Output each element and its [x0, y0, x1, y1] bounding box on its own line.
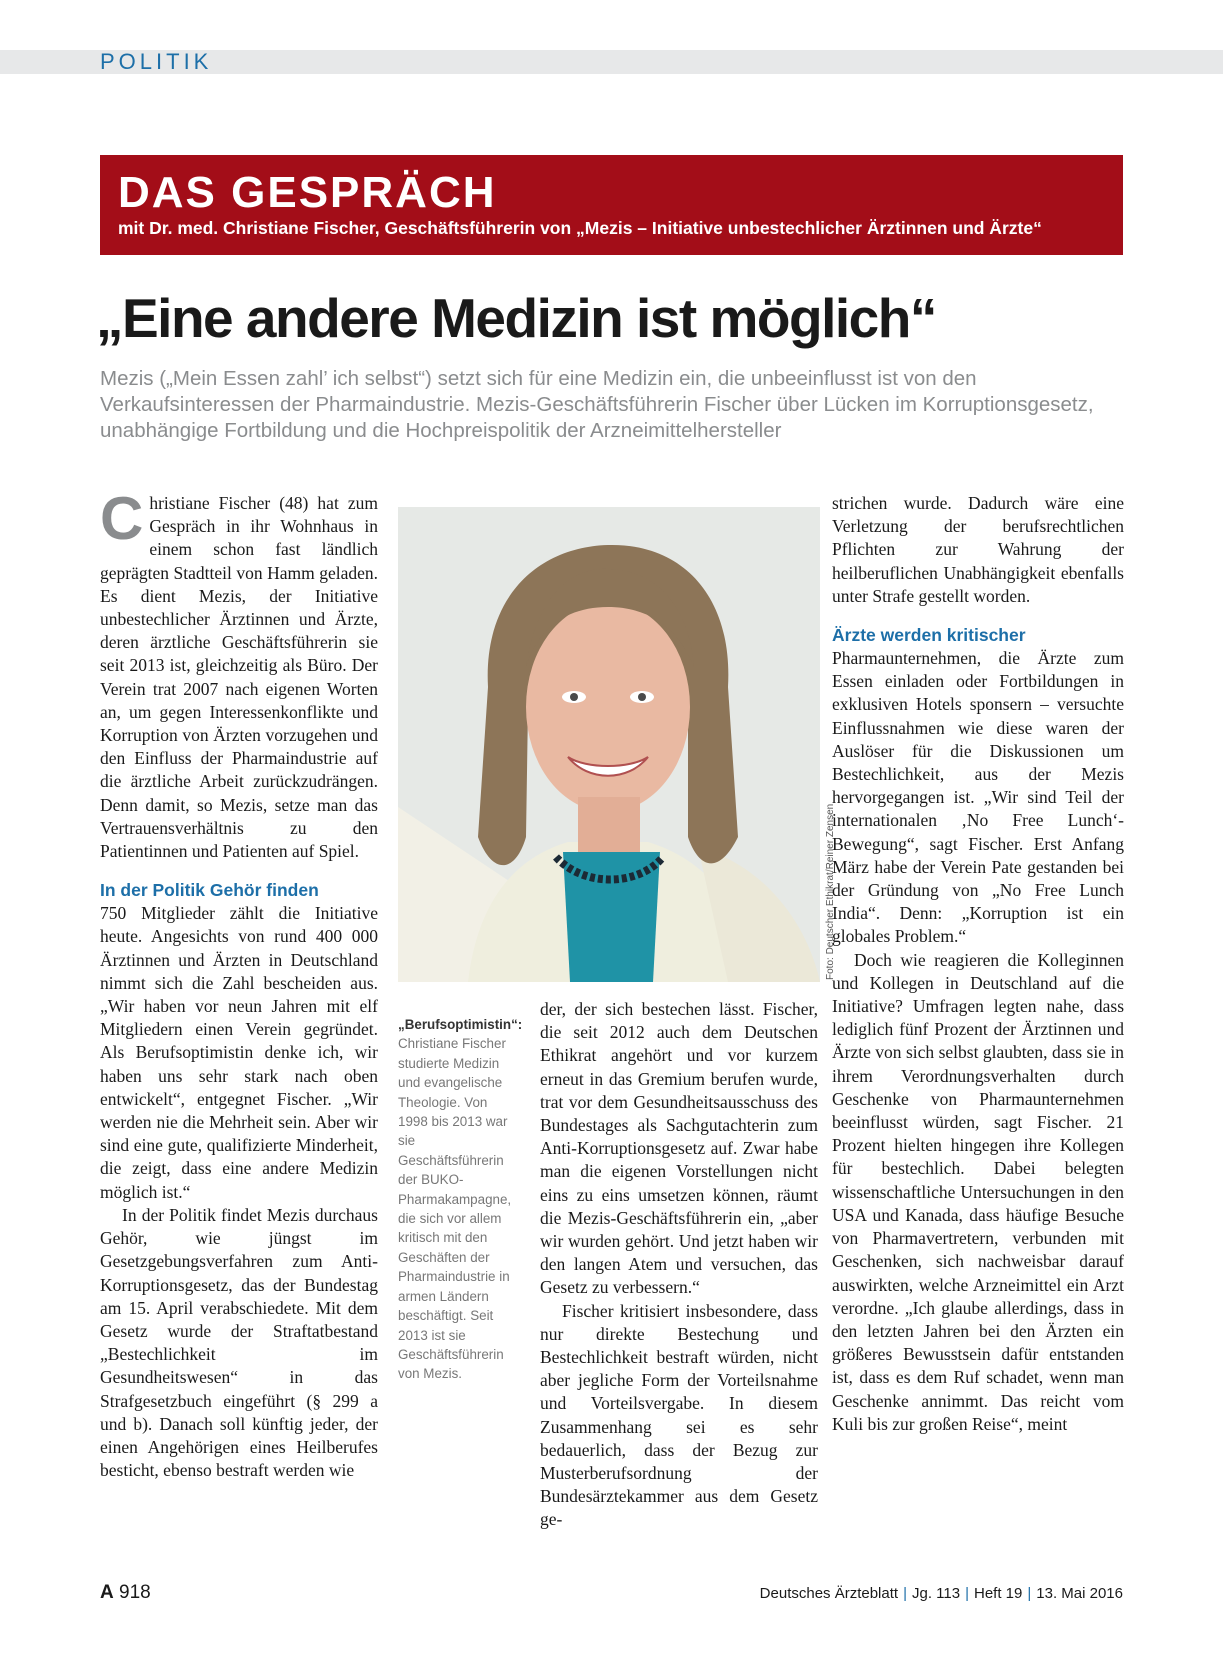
- paragraph: 750 Mitglieder zählt die Initiative heute. Angesichts von rund 400 000 Ärztinnen und Ärzten in Deutschland nimmt sich die Zahl bescheiden aus. „Wir haben vor neun Jahren mit elf Mitgliedern einen Verein gegründet. Als Berufsoptimistin denke ich, wir haben uns sehr stark nach oben entwickelt“, entgegnet Fischer. „Wir werden nie die Mehrheit sein. Aber wir sind eine gute, qualifizierte Minderheit, die zeigt, dass eine andere Medizin möglich ist.“: [100, 903, 378, 1202]
- paragraph: Fischer kritisiert insbesondere, dass nur direkte Bestechung und Bestechlichkeit bestraft würden, nicht aber jegliche Form der Vorteilsnahme und Vorteilsvergabe. In diesem Zusammenhang sei es sehr bedauerlich, dass der Bezug zur Musterberufsordnung der Bundesärztekammer aus dem Gesetz ge-: [540, 1300, 818, 1530]
- caption-lead: „Berufsoptimistin“:: [398, 1017, 523, 1032]
- banner-title: DAS GESPRÄCH: [118, 168, 497, 217]
- interview-banner: [100, 155, 1123, 255]
- article-headline: „Eine andere Medizin ist möglich“: [96, 287, 936, 349]
- paragraph: der, der sich bestechen lässt. Fischer, die seit 2012 auch dem Deutschen Ethikrat angehört und vor kurzem erneut in das Gremium berufen wurde, trat vor dem Gesundheitsausschuss des Bundestages als Sachgutachterin zum Anti-Korruptionsgesetz auf. Zwar habe man die eigenen Vorstellungen nicht eins zu eins umsetzen können, räumt die Mezis-Geschäftsführerin ein, „aber wir wurden gehört. Und jetzt haben wir den langen Atem und versuchen, das Gesetz zu verbessern.“: [540, 999, 818, 1298]
- column-1: [100, 485, 378, 1482]
- column-3: [832, 492, 1124, 1436]
- article-lede: Mezis („Mein Essen zahl’ ich selbst“) setzt sich für eine Medizin ein, die unbeeinflusst ist von den Verkaufsinteressen der Pharmaindustrie. Mezis-Geschäftsführerin Fischer über Lücken im Korruptionsgesetz, unabhängige Fortbildung und die Hochpreispolitik der Arzneimittelhersteller: [100, 367, 1094, 442]
- column-2: [540, 998, 818, 1532]
- journal-info: Deutsches Ärzteblatt | Jg. 113 | Heft 19 | 13. Mai 2016: [759, 1585, 1123, 1602]
- paragraph: hristiane Fischer (48) hat zum Gespräch in ihr Wohnhaus in einem schon fast ländlich geprägten Stadtteil von Hamm geladen. Es dient Mezis, der Initiative unbestechlicher Ärztinnen und Ärzte, deren ärztliche Geschäftsführerin sie seit 2013 ist, gleichzeitig als Büro. Der Verein trat 2007 nach eigenen Worten an, um gegen Interessenkonflikte und Korruption von Ärzten vorzugehen und den Einfluss der Pharmaindustrie auf die ärztliche Arbeit zurückzudrängen. Denn damit, so Mezis, setze man das Vertrauensverhältnis zu den Patientinnen und Patienten auf Spiel.: [100, 493, 378, 862]
- portrait-photo: [398, 507, 820, 982]
- paragraph: Doch wie reagieren die Kolleginnen und Kollegen in Deutschland auf die Initiative? Umfragen legten nahe, dass lediglich fünf Prozent der Ärztinnen und Ärzte von sich selbst glaubten, dass sie in ihrem Verordnungsverhalten durch Geschenke von Pharmaunternehmen beeinflusst würden, sagt Fischer. 21 Prozent hielten hingegen ihre Kollegen für bestechlich. Dabei belegten wissenschaftliche Untersuchungen in den USA und Kanada, dass häufige Besuche von Pharmavertretern, verbunden mit Geschenken, sich nachweisbar darauf auswirkten, welche Arzneimittel ein Arzt verordne. „Ich glaube allerdings, dass in den letzten Jahren bei den Ärzten ein größeres Bewusstsein dafür entstanden ist, dass es dem Ruf schadet, wenn man Geschenke annimmt. Das reicht vom Kuli bis zur großen Reise“, meint: [832, 949, 1124, 1434]
- journal-date: 13. Mai 2016: [1036, 1585, 1123, 1602]
- journal-name: Deutsches Ärzteblatt: [759, 1585, 899, 1602]
- journal-volume: Jg. 113: [911, 1585, 961, 1602]
- page-number: [100, 1582, 151, 1604]
- section-label: POLITIK: [100, 49, 213, 74]
- banner-subtitle: mit Dr. med. Christiane Fischer, Geschäftsführerin von „Mezis – Initiative unbestechlicher Ärztinnen und Ärzte“: [118, 218, 1042, 238]
- caption-text: Christiane Fischer studierte Medizin und evangelische Theologie. Von 1998 bis 2013 war sie Geschäftsführerin der BUKO-Pharmakampagne, die sich vor allem kritisch mit den Geschäften der Pharmaindustrie in armen Ländern beschäftigt. Seit 2013 ist sie Geschäftsführerin von Mezis.: [398, 1036, 512, 1382]
- subheading: In der Politik Gehör finden: [100, 880, 319, 901]
- paragraph: strichen wurde. Dadurch wäre eine Verletzung der berufsrechtlichen Pflichten zur Wahrung der heilberuflichen Unabhängigkeit ebenfalls unter Strafe gestellt worden.: [832, 493, 1124, 606]
- drop-cap: C: [100, 485, 144, 552]
- subheading: Ärzte werden kritischer: [832, 625, 1026, 646]
- photo-caption: [398, 1015, 523, 1384]
- paragraph: Pharmaunternehmen, die Ärzte zum Essen einladen oder Fortbildungen in exklusiven Hotels sponsern – versuchte Einflussnahmen wie diese waren der Auslöser für die Diskussionen um Bestechlichkeit, aus der Mezis hervorgegangen ist. „Wir sind Teil der internationalen ‚No Free Lunch‘-Bewegung“, sagt Fischer. Erst Anfang März habe der Verein Pate gestanden bei der Gründung von „No Free Lunch India“. Denn: „Korruption ist ein globales Problem.“: [832, 648, 1124, 947]
- journal-issue: Heft 19: [973, 1585, 1023, 1602]
- photo-credit: Foto: Deutscher Ethikrat/Reiner Zensen: [825, 803, 836, 980]
- page-number-value: 918: [119, 1582, 151, 1603]
- page-prefix: A: [100, 1582, 114, 1603]
- paragraph: In der Politik findet Mezis durchaus Gehör, wie jüngst im Gesetzgebungsverfahren zum Anti-Korruptionsgesetz, das der Bundestag am 15. April verabschiedete. Mit dem Gesetz wurde der Straftatbestand „Bestechlichkeit im Gesundheitswesen“ in das Strafgesetzbuch eingeführt (§ 299 a und b). Danach soll künftig jeder, der einen Angehörigen eines Heilberufes besticht, ebenso bestraft werden wie: [100, 1204, 378, 1481]
